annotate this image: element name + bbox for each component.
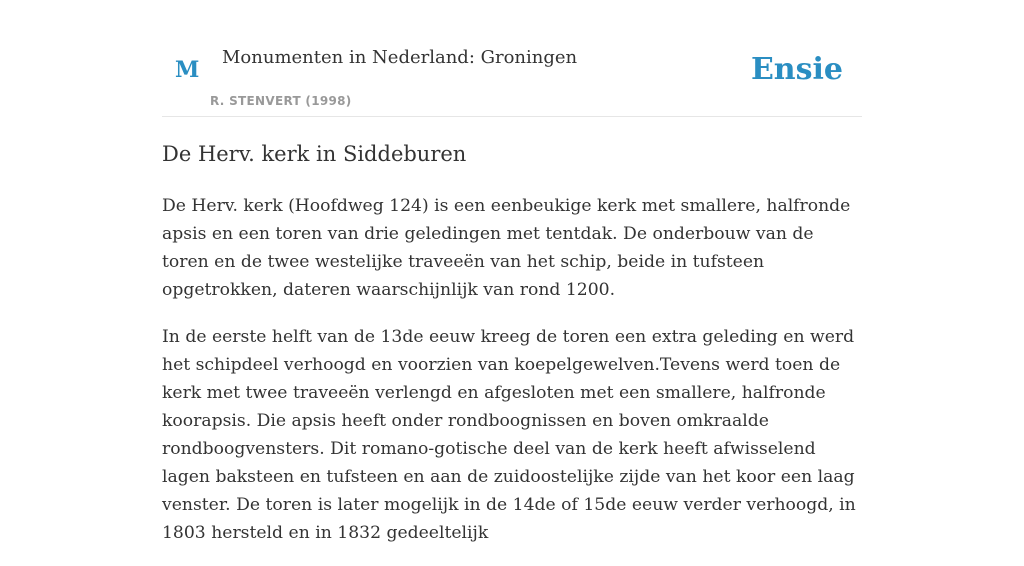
book-author: R. STENVERT (1998) bbox=[210, 94, 352, 108]
article-paragraph: De Herv. kerk (Hoofdweg 124) is een eenbeukige kerk met smallere, halfronde apsis en een toren van drie geledingen met tentdak. De onderbouw van de toren en de twee westelijke traveeën van het schip, beide in tufsteen opgetrokken, dateren waarschijnlijk van rond 1200. bbox=[162, 196, 851, 300]
article-title: De Herv. kerk in Siddeburen bbox=[162, 142, 467, 166]
article-body bbox=[162, 192, 864, 566]
ensie-logo-link[interactable]: Ensie bbox=[750, 52, 843, 87]
site-header bbox=[162, 0, 862, 117]
book-title-link[interactable]: Monumenten in Nederland: Groningen bbox=[222, 47, 578, 68]
book-logo[interactable]: M bbox=[175, 57, 200, 83]
article-paragraph: In de eerste helft van de 13de eeuw kreeg de toren een extra geleding en werd het schipdeel verhoogd en voorzien van koepelgewelven.Tevens werd toen de kerk met twee traveeën verlengd en afgesloten met een smallere, halfronde koorapsis. Die apsis heeft onder rondboognissen en boven omkraalde rondboogvensters. Dit romano-gotische deel van de kerk heeft afwisselend lagen baksteen en tufsteen en aan de zuidoostelijke zijde van het koor een laag venster. De toren is later mogelijk in de 14de of 15de eeuw verder verhoogd, in 1803 hersteld en in 1832 gedeeltelijk bbox=[162, 327, 856, 543]
